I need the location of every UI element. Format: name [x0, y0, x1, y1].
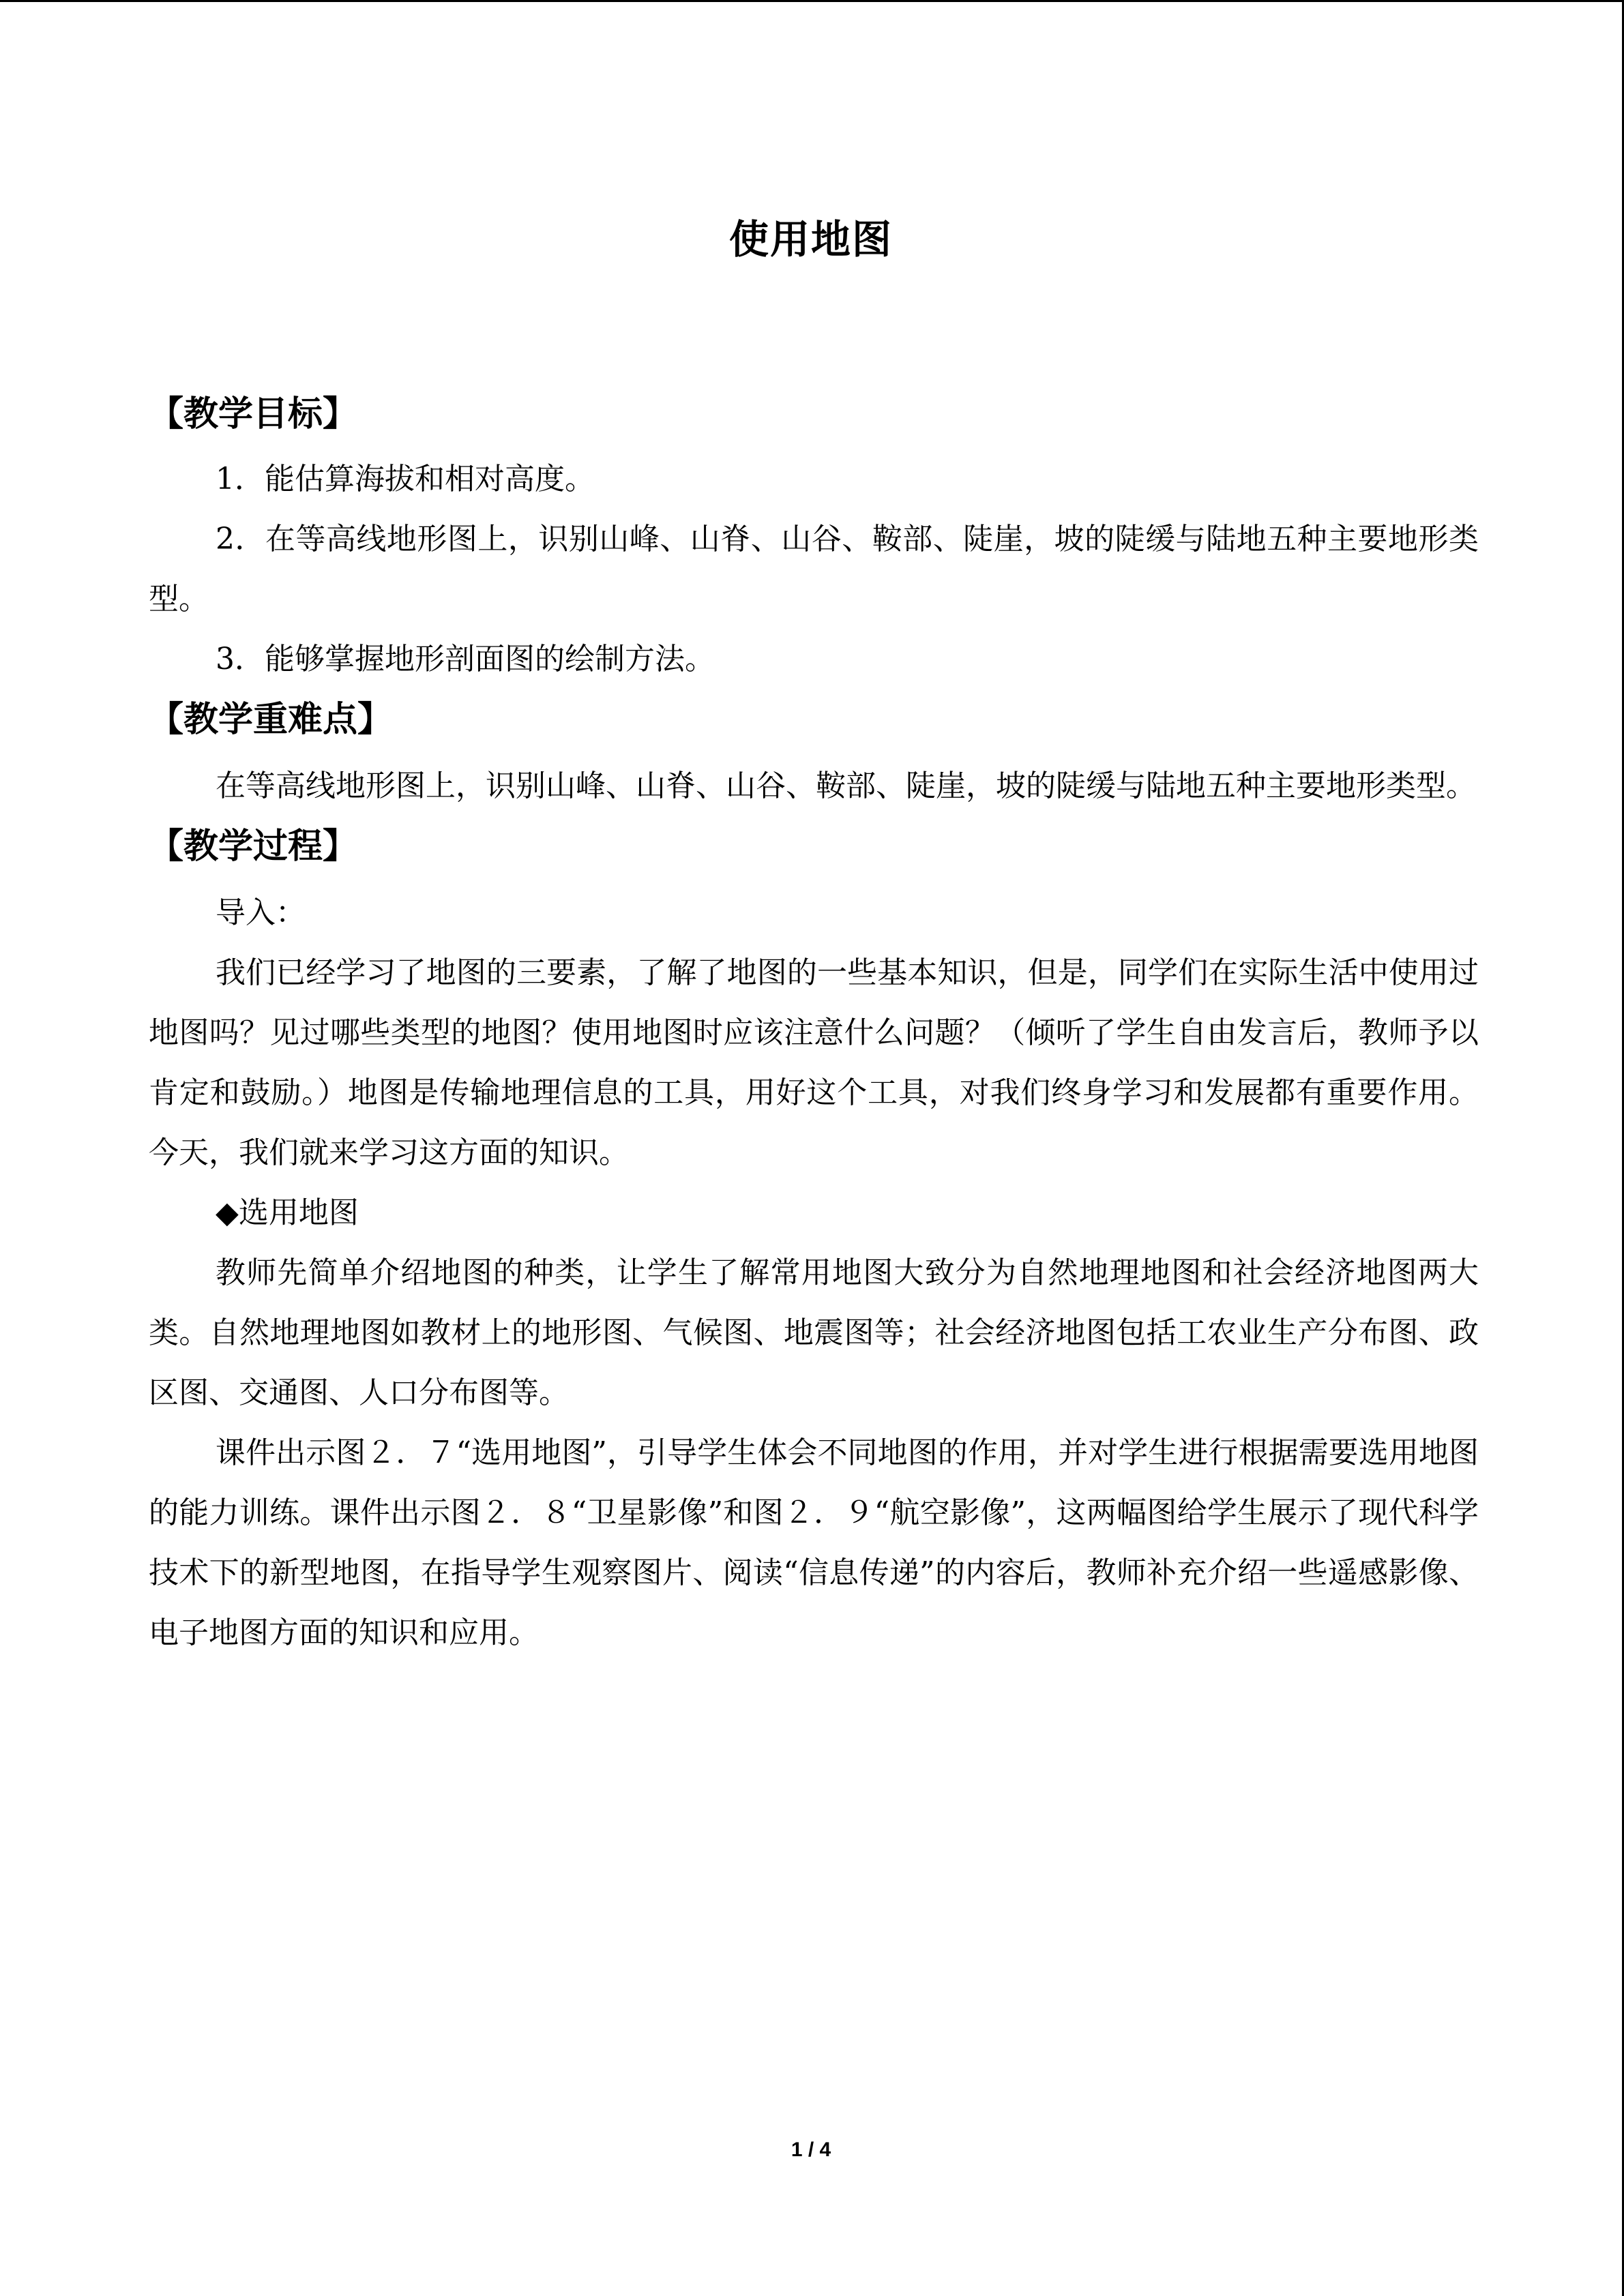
document-body: [149, 384, 1479, 1663]
courseware-paragraph: 课件出示图２．７“选用地图”，引导学生体会不同地图的作用，并对学生进行根据需要选用地图的能力训练。课件出示图２．８“卫星影像”和图２．９“航空影像”，这两幅图给学生展示了现代科学技术下的新型地图，在指导学生观察图片、阅读“信息传递”的内容后，教师补充介绍一些遥感影像、电子地图方面的知识和应用。: [149, 1435, 1479, 1650]
page-title: 使用地图: [728, 216, 893, 263]
intro-paragraph: 我们已经学习了地图的三要素，了解了地图的一些基本知识，但是，同学们在实际生活中使用过地图吗？见过哪些类型的地图？使用地图时应该注意什么问题？（倾听了学生自由发言后，教师予以肯定和鼓励。）地图是传输地理信息的工具，用好这个工具，对我们终身学习和发展都有重要作用。今天，我们就来学习这方面的知识。: [149, 955, 1479, 1170]
section-heading-process: 【教学过程】: [149, 826, 358, 867]
key-points-text: 在等高线地形图上，识别山峰、山脊、山谷、鞍部、陡崖，坡的陡缓与陆地五种主要地形类型。: [216, 769, 1476, 803]
subsection-label-choose-map: ◆选用地图: [216, 1195, 359, 1230]
section-heading-goals: 【教学目标】: [149, 394, 358, 434]
map-types-paragraph: 教师先简单介绍地图的种类，让学生了解常用地图大致分为自然地理地图和社会经济地图两大类。自然地理地图如教材上的地形图、气候图、地震图等；社会经济地图包括工农业生产分布图、政区图、交通图、人口分布图等。: [149, 1255, 1479, 1410]
goal-item-1: 1．能估算海拔和相对高度。: [216, 462, 595, 496]
goal-item-3: 3．能够掌握地形剖面图的绘制方法。: [216, 642, 715, 676]
page-number: 1 / 4: [791, 2138, 831, 2161]
goal-item-2: 2．在等高线地形图上，识别山峰、山脊、山谷、鞍部、陡崖，坡的陡缓与陆地五种主要地形类型。: [149, 522, 1479, 616]
intro-label: 导入：: [216, 895, 306, 930]
section-heading-key-points: 【教学重难点】: [149, 700, 393, 740]
